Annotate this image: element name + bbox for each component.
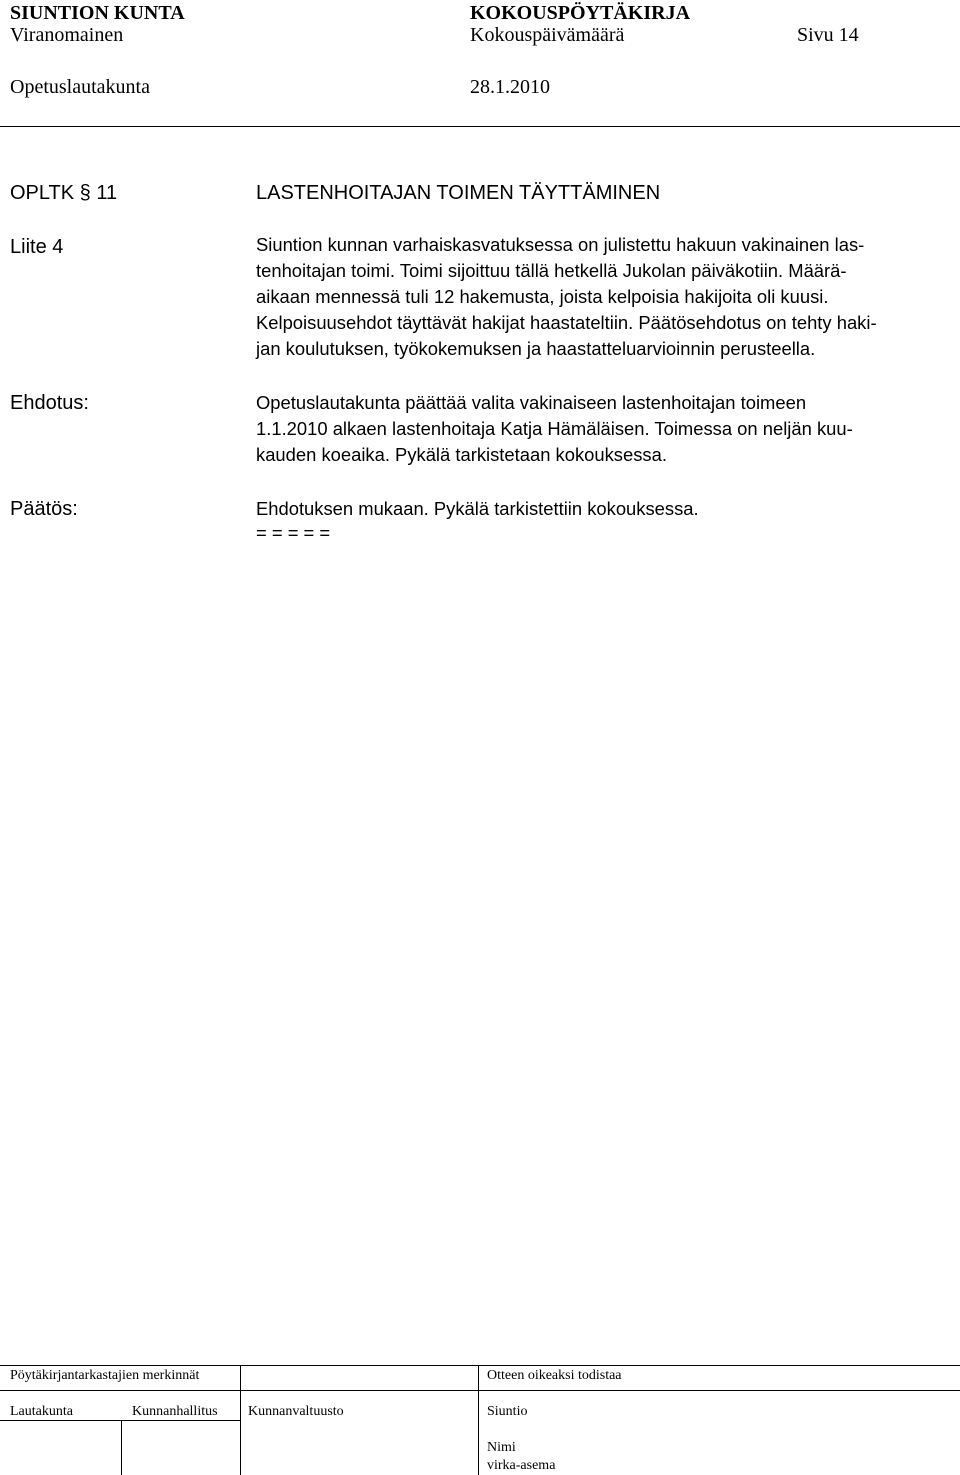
end-mark: = = = = = (256, 522, 331, 543)
place: Siuntio (487, 1404, 528, 1419)
section-number: OPLTK § 11 (10, 182, 118, 204)
footer-top-line (0, 1365, 960, 1366)
item-title: LASTENHOITAJAN TOIMEN TÄYTTÄMINEN (256, 182, 661, 204)
item-body: Siuntion kunnan varhaiskasvatuksessa on julistettu hakuun vakinainen las- tenhoitajan toimi. Toimi sijoittuu tällä hetkellä Jukolan päiväkotiin. Määrä- aikaan mennessä tuli 12 hakemusta, joista kelpoisia hakijoita oli kuusi. Kelpoisuusehdot täyttävät hakijat haastateltiin. Päätösehdotus on tehty haki- jan koulutuksen, työkokemuksen ja haastatteluarvioinnin perusteella. (256, 234, 877, 359)
page-number: Sivu 14 (797, 24, 859, 46)
footer-divider-2 (240, 1365, 241, 1475)
checkers-label: Pöytäkirjantarkastajien merkinnät (10, 1368, 200, 1383)
footer-divider-3 (478, 1365, 479, 1475)
decision-text: Ehdotuksen mukaan. Pykälä tarkistettiin kokouksessa. (256, 498, 699, 519)
org-name: SIUNTION KUNTA (10, 2, 185, 24)
date-label: Kokouspäivämäärä (470, 24, 625, 46)
footer-sign-line (0, 1420, 240, 1421)
attachment-label: Liite 4 (10, 236, 64, 258)
name-label: Nimi (487, 1440, 516, 1455)
proposal-label: Ehdotus: (10, 392, 89, 414)
col-lautakunta: Lautakunta (10, 1404, 73, 1419)
col-kunnanhallitus: Kunnanhallitus (132, 1404, 218, 1419)
col-kunnanvaltuusto: Kunnanvaltuusto (248, 1404, 344, 1419)
authority: Opetuslautakunta (10, 76, 150, 98)
meeting-date: 28.1.2010 (470, 76, 550, 98)
copy-label: Otteen oikeaksi todistaa (487, 1368, 622, 1383)
proposal-text: Opetuslautakunta päättää valita vakinaiseen lastenhoitajan toimeen 1.1.2010 alkaen lastenhoitaja Katja Hämäläisen. Toimessa on neljän kuu- kauden koeaika. Pykälä tarkistetaan kokouksessa. (256, 392, 853, 465)
footer-divider-1 (121, 1420, 122, 1475)
position-label: virka-asema (487, 1458, 556, 1473)
doc-type: KOKOUSPÖYTÄKIRJA (470, 2, 691, 24)
footer-mid-line (0, 1390, 960, 1391)
header-divider (0, 126, 960, 127)
authority-label: Viranomainen (10, 24, 124, 46)
decision-label: Päätös: (10, 498, 78, 520)
